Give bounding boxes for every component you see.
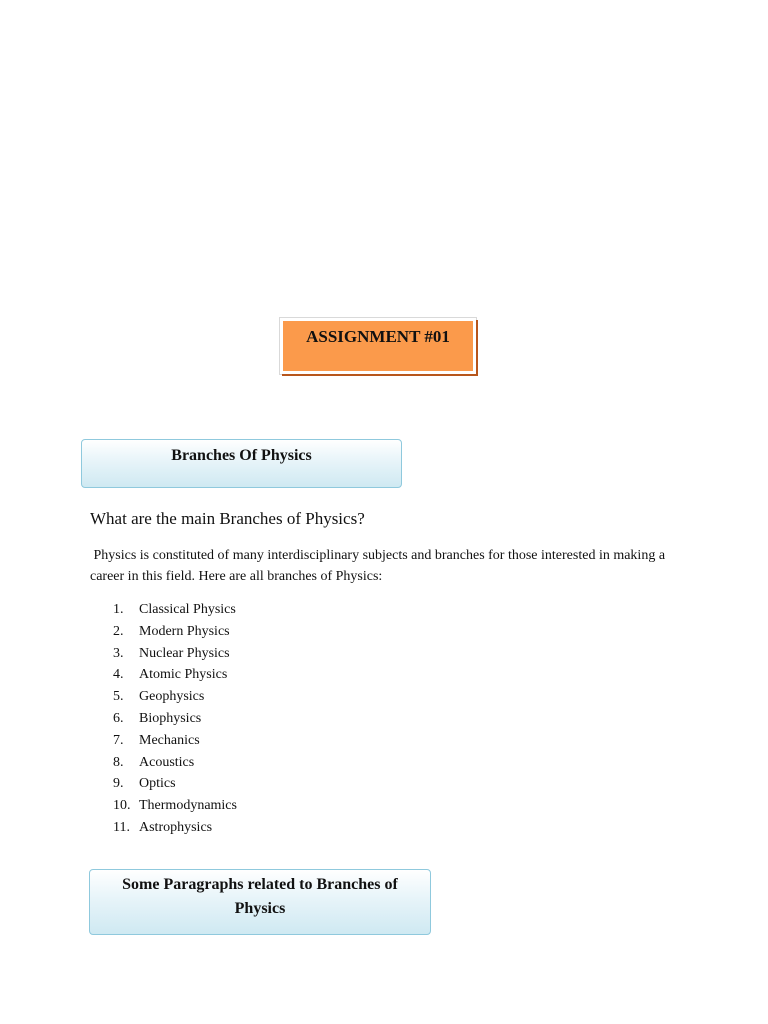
intro-text: Physics is constituted of many interdisciplinary subjects and branches for those interested in making a career in this field. Here are all branches of Physics:	[90, 548, 666, 584]
list-item	[113, 752, 237, 774]
list-item	[113, 817, 237, 839]
list-number: 3.	[113, 645, 124, 661]
list-text: Classical Physics	[139, 602, 236, 617]
section-heading-text: Branches Of Physics	[171, 447, 312, 464]
section-heading-line-1: Some Paragraphs related to Branches of	[122, 876, 398, 893]
list-item	[113, 730, 237, 752]
section-heading-paragraphs	[89, 869, 431, 935]
question-heading: What are the main Branches of Physics?	[90, 509, 365, 528]
list-text: Geophysics	[139, 689, 205, 705]
list-text: Optics	[139, 776, 176, 792]
list-text: Modern Physics	[139, 623, 230, 639]
list-item	[113, 621, 237, 643]
list-text: Mechanics	[139, 732, 200, 748]
section-heading-branches	[81, 439, 402, 488]
branches-list	[113, 599, 237, 839]
list-item	[113, 708, 237, 730]
list-text: Acoustics	[139, 754, 195, 770]
intro-paragraph	[90, 545, 680, 587]
list-item	[113, 599, 237, 621]
list-number: 6.	[113, 710, 124, 726]
list-number: 2.	[113, 623, 124, 639]
list-item	[113, 664, 237, 686]
list-number: 10.	[113, 798, 131, 814]
list-number: 7.	[113, 732, 124, 748]
list-item	[113, 686, 237, 708]
list-number: 4.	[113, 667, 124, 683]
list-item	[113, 643, 237, 665]
list-text: Atomic Physics	[139, 667, 228, 683]
list-text: Thermodynamics	[139, 798, 237, 814]
assignment-title: ASSIGNMENT #01	[306, 327, 450, 346]
list-item	[113, 773, 237, 795]
list-number: 8.	[113, 754, 124, 770]
list-text: Biophysics	[139, 710, 202, 726]
section-heading-line-2: Physics	[234, 900, 286, 917]
list-text: Astrophysics	[139, 819, 213, 835]
list-item	[113, 795, 237, 817]
list-number: 5.	[113, 689, 124, 705]
list-number: 9.	[113, 776, 124, 792]
list-number: 1.	[113, 602, 124, 617]
list-text: Nuclear Physics	[139, 645, 230, 661]
assignment-title-box	[280, 318, 476, 374]
list-number: 11.	[113, 819, 130, 835]
